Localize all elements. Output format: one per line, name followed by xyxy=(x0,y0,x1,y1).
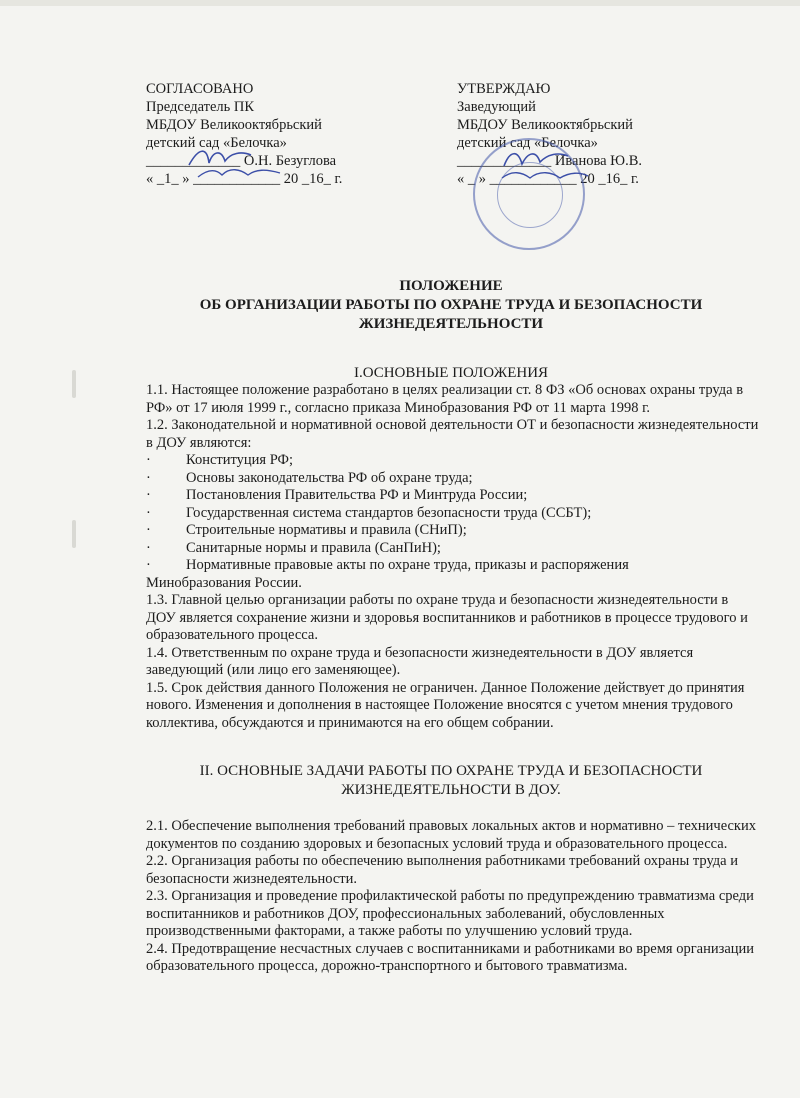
paragraph-1-1: 1.1. Настоящее положение разработано в целях реализации ст. 8 ФЗ «Об основах охраны труда в РФ» от 17 июля 1999 г., согласно приказа Минобразования РФ от 11 марта 1998 г. xyxy=(146,382,744,416)
list-item: · Основы законодательства РФ об охране труда; xyxy=(146,469,473,486)
list-item: · Государственная система стандартов безопасности труда (ССБТ); xyxy=(146,504,592,521)
heading-line: II. ОСНОВНЫЕ ЗАДАЧИ РАБОТЫ ПО ОХРАНЕ ТРУДА И БЕЗОПАСНОСТИ xyxy=(199,763,703,779)
bullet-mark: · xyxy=(146,452,151,468)
section-1-heading: I.ОСНОВНЫЕ ПОЛОЖЕНИЯ xyxy=(353,365,549,381)
bullet-mark: · xyxy=(146,504,151,521)
list-item: · Нормативные правовые акты по охране труда, приказы и распоряжения xyxy=(146,557,629,573)
approval-signature-line: _____________ Иванова Ю.В. xyxy=(457,153,642,169)
heading-line: ЖИЗНЕДЕЯТЕЛЬНОСТИ В ДОУ. xyxy=(341,782,561,798)
approval-org: МБДОУ Великооктябрьский xyxy=(457,117,633,133)
title-line: ОБ ОРГАНИЗАЦИИ РАБОТЫ ПО ОХРАНЕ ТРУДА И БЕЗОПАСНОСТИ xyxy=(199,297,703,313)
paragraph-2-1: 2.1. Обеспечение выполнения требований правовых локальных актов и нормативно – технических документов по созданию здоровых и безопасных условий труда и образовательного процесса. xyxy=(146,818,756,852)
approval-kindergarten: детский сад «Белочка» xyxy=(457,135,598,151)
approval-label: УТВЕРЖДАЮ xyxy=(457,81,551,97)
bullet-mark: · xyxy=(146,487,151,503)
list-item: · Постановления Правительства РФ и Минтруда России; xyxy=(146,487,528,503)
paragraph-2-4: 2.4. Предотвращение несчастных случаев с воспитанниками и работниками во время организации образовательного процесса, дорожно-транспортного и бытового травматизма. xyxy=(146,940,755,974)
bullet-mark: · xyxy=(146,522,151,538)
approval-date-line: « _1_ » ____________ 20 _16_ г. xyxy=(146,171,343,187)
basis-list xyxy=(146,452,760,592)
list-item: · Санитарные нормы и правила (СанПиН); xyxy=(146,539,441,556)
handwritten-date-left xyxy=(196,163,282,183)
handwritten-date-right xyxy=(500,166,590,186)
paragraph-1-2: 1.2. Законодательной и нормативной основой деятельности ОТ и безопасности жизнедеятельности в ДОУ являются: xyxy=(146,417,759,451)
approval-role: Заведующий xyxy=(457,99,536,115)
paragraph-1-4: 1.4. Ответственным по охране труда и безопасности жизнедеятельности в ДОУ является заведующий (или лицо его заменяющее). xyxy=(146,644,694,678)
approval-label: СОГЛАСОВАНО xyxy=(146,81,254,97)
paragraph-2-3: 2.3. Организация и проведение профилактической работы по предупреждению травматизма среди воспитанников и работников ДОУ, профессиональных заболеваний, обусловленных производственными факторами, а также работы по улучшению условий труда. xyxy=(146,888,754,939)
approval-role: Председатель ПК xyxy=(146,99,255,115)
paragraph-1-5: 1.5. Срок действия данного Положения не ограничен. Данное Положение действует до принятия нового. Изменения и дополнения в настоящее Положение вносятся с учетом мнения трудового коллектива, обсуждаются и принимаются на его общем собрании. xyxy=(146,679,745,731)
approval-kindergarten: детский сад «Белочка» xyxy=(146,135,287,151)
bullet-mark: · xyxy=(146,539,151,556)
approval-signature-line: _____________ О.Н. Безуглова xyxy=(146,153,337,169)
list-tail: Минобразования России. xyxy=(146,574,302,591)
list-item: · Конституция РФ; xyxy=(146,452,294,468)
binder-mark xyxy=(72,520,76,548)
bullet-mark: · xyxy=(146,469,151,486)
section-2-heading xyxy=(146,762,756,800)
section-2-body xyxy=(146,818,760,976)
paragraph-2-2: 2.2. Организация работы по обеспечению выполнения работниками требований охраны труда и безопасности жизнедеятельности. xyxy=(146,853,738,887)
list-item: · Строительные нормативы и правила (СНиП); xyxy=(146,522,467,538)
document-title xyxy=(146,277,756,334)
approval-date-line: « _ » ____________ 20 _16_ г. xyxy=(457,171,639,187)
paragraph-1-3: 1.3. Главной целью организации работы по охране труда и безопасности жизнедеятельности в ДОУ является сохранение жизни и здоровья воспитанников и работников в процессе трудового и образовательного процесса. xyxy=(146,592,748,643)
section-1-body xyxy=(146,382,760,732)
bullet-mark: · xyxy=(146,557,151,573)
binder-mark xyxy=(72,370,76,398)
approval-org: МБДОУ Великооктябрьский xyxy=(146,117,322,133)
sheet-edge xyxy=(0,0,800,6)
title-line: ЖИЗНЕДЕЯТЕЛЬНОСТИ xyxy=(358,316,544,332)
title-line: ПОЛОЖЕНИЕ xyxy=(399,278,503,294)
